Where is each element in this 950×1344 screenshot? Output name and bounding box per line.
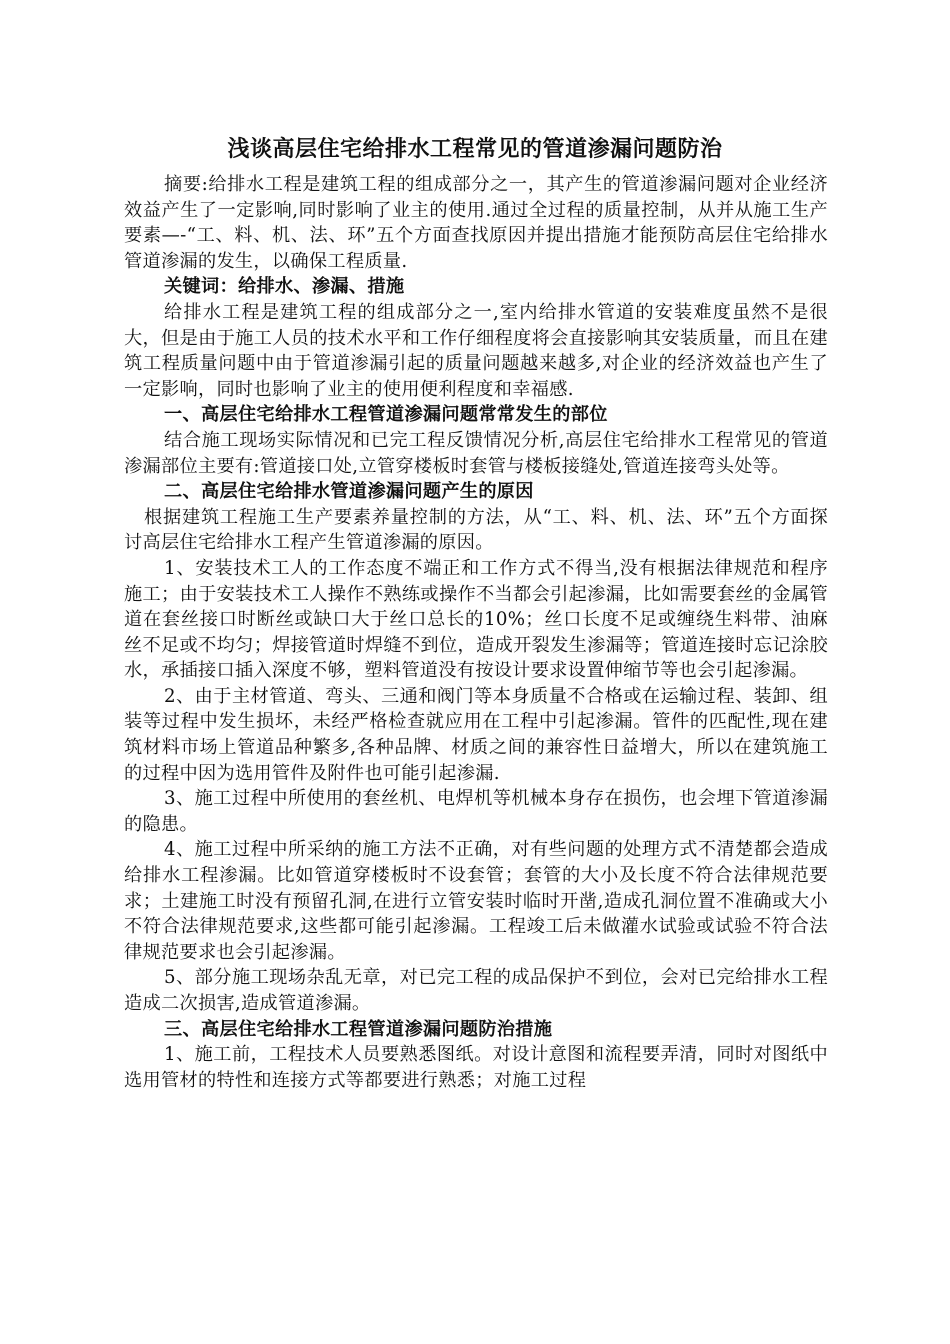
document-title: 浅谈高层住宅给排水工程常见的管道渗漏问题防治 [227,137,723,162]
section-2-lead-paragraph: 根据建筑工程施工生产要素养量控制的方法，从“工、料、机、法、环”五个方面探讨高层住宅给排水工程产生管道渗漏的原因。 [124,506,828,554]
section-1-paragraph: 结合施工现场实际情况和已完工程反馈情况分析,高层住宅给排水工程常见的管道渗漏部位主要有:管道接口处,立管穿楼板时套管与楼板接缝处,管道连接弯头处等。 [124,429,828,477]
section-2-item-4: 4、施工过程中所采纳的施工方法不正确，对有些问题的处理方式不清楚都会造成给排水工程渗漏。比如管道穿楼板时不设套管；套管的大小及长度不符合法律规范要求；土建施工时没有预留孔洞,在进行立管安装时临时开凿,造成孔洞位置不准确或大小不符合法律规范要求,这些都可能引起渗漏。工程竣工后未做灌水试验或试验不符合法律规范要求也会引起渗漏。 [124,839,828,963]
abstract-paragraph: 摘要:给排水工程是建筑工程的组成部分之一，其产生的管道渗漏问题对企业经济效益产生了一定影响,同时影响了业主的使用.通过全过程的质量控制，从并从施工生产要素—-“工、料、机、法、环”五个方面查找原因并提出措施才能预防高层住宅给排水管道渗漏的发生，以确保工程质量. [124,174,828,272]
section-1-heading: 一、高层住宅给排水工程管道渗漏问题常常发生的部位 [164,404,608,426]
section-3-heading: 三、高层住宅给排水工程管道渗漏问题防治措施 [164,1018,553,1040]
section-3-item-1: 1、施工前，工程技术人员要熟悉图纸。对设计意图和流程要弄清，同时对图纸中选用管材的特性和连接方式等都要进行熟悉；对施工过程 [124,1044,828,1091]
section-2-item-1: 1、安装技术工人的工作态度不端正和工作方式不得当,没有根据法律规范和程序施工；由于安装技术工人操作不熟练或操作不当都会引起渗漏，比如需要套丝的金属管道在套丝接口时断丝或缺口大于丝口总长的10%；丝口长度不足或缠绕生料带、油麻丝不足或不均匀；焊接管道时焊缝不到位，造成开裂发生渗漏等；管道连接时忘记涂胶水，承插接口插入深度不够，塑料管道没有按设计要求设置伸缩节等也会引起渗漏。 [124,557,828,682]
section-2-heading: 二、高层住宅给排水管道渗漏问题产生的原因 [164,481,534,503]
document-body [124,172,828,1093]
section-2-item-5: 5、部分施工现场杂乱无章，对已完工程的成品保护不到位，会对已完给排水工程造成二次损害,造成管道渗漏。 [124,967,828,1014]
section-2-item-2: 2、由于主材管道、弯头、三通和阀门等本身质量不合格或在运输过程、装卸、组装等过程中发生损坏，未经严格检查就应用在工程中引起渗漏。管件的匹配性,现在建筑材料市场上管道品种繁多,各种品牌、材质之间的兼容性日益增大，所以在建筑施工的过程中因为选用管件及附件也可能引起渗漏. [124,685,828,784]
keywords-line [124,274,828,300]
keywords-text: 关键词：给排水、渗漏、措施 [164,276,405,298]
section-2-item-3: 3、施工过程中所使用的套丝机、电焊机等机械本身存在损伤，也会埋下管道渗漏的隐患。 [124,788,828,835]
intro-paragraph: 给排水工程是建筑工程的组成部分之一,室内给排水管道的安装难度虽然不是很大，但是由于施工人员的技术水平和工作仔细程度将会直接影响其安装质量，而且在建筑工程质量问题中由于管道渗漏引起的质量问题越来越多,对企业的经济效益也产生了一定影响，同时也影响了业主的使用便利程度和幸福感. [124,301,828,400]
